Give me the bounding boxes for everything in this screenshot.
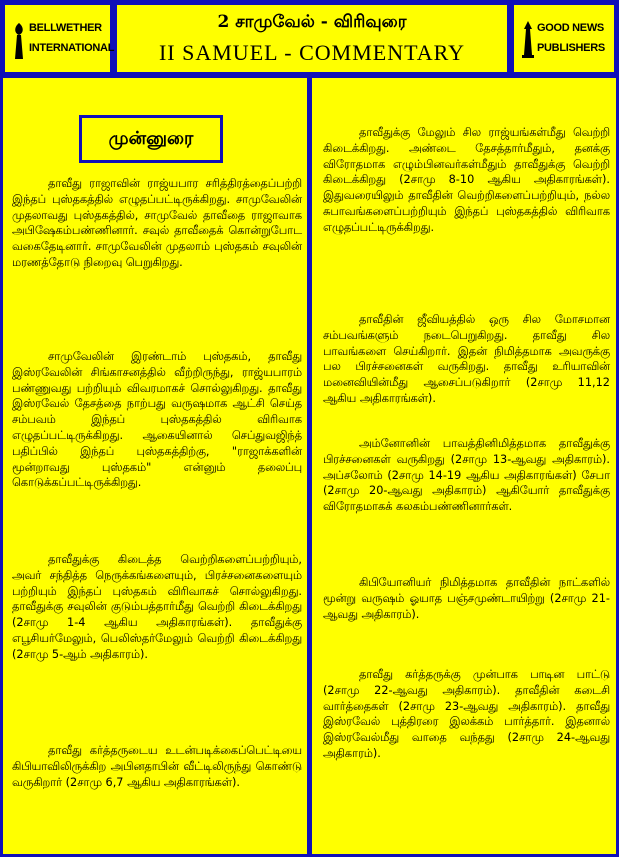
right-paragraph-3: அம்னோனின் பாவத்தினிமித்தமாக தாவீதுக்கு பிரச்சனைகள் வருகிறது (2சாமு 13-ஆவது அதிகாரம்). அப்சலோம் (2சாமு 14-19 ஆகிய அதிகாரங்கள்) சேபா (2சாமு 20-ஆவது அதிகாரம்) ஆகியோர் தாவீதுக்கு விரோதமாகக் கலகம்பண்ணினார்கள். [323, 437, 610, 514]
ram-icon [11, 21, 27, 61]
intro-heading: முன்னுரை [79, 115, 223, 163]
good-news-logo [512, 3, 616, 74]
logo-left-line2: INTERNATIONAL [29, 42, 115, 54]
left-paragraph-3: தாவீதுக்கு கிடைத்த வெற்றிகளைப்பற்றியும், அவர் சந்தித்த நெருக்கங்களையும், பிரச்சனைகளையும் பற்றியும் இந்தப் புஸ்தகம் விரிவாகச் சொல்லுகிறது. தாவீதுக்கு சவுலின் குடும்பத்தார்மீது வெற்றி கிடைக்கிறது (2சாமு 1-4 ஆகிய அதிகாரங்கள்). தாவீதுக்கு எபூசியர்மேலும், பெலிஸ்தர்மேலும் வெற்றி கிடைக்கிறது (2சாமு 5-ஆம் அதிகாரம்). [12, 553, 302, 661]
lamp-icon [520, 19, 536, 59]
title-english: II SAMUEL - COMMENTARY [158, 40, 466, 65]
logo-left-line1: BELLWETHER [29, 22, 102, 34]
right-paragraph-4: கிபியோனியர் நிமித்தமாக தாவீதின் நாட்களில் மூன்று வருஷம் ஓயாத பஞ்சமுண்டாயிற்று (2சாமு 21-ஆவது அதிகாரம்). [323, 576, 610, 621]
title-box [115, 3, 509, 74]
right-column [312, 78, 616, 854]
bellwether-logo [3, 3, 115, 74]
left-paragraph-2: சாமுவேலின் இரண்டாம் புஸ்தகம், தாவீது இஸ்ரவேலின் சிங்காசனத்தில் வீற்றிருந்து, ராஜ்யபாரம் பண்ணுவது பற்றியும் விவரமாகச் சொல்லுகிறது. தாவீது இஸ்ரவேல் தேசத்தை நாற்பது வருஷமாக ஆட்சி செய்த சம்பவம் இந்தப் புஸ்தகத்தில் விரிவாக எழுதப்பட்டிருக்கிறது. ஆகையினால் செப்துவஜிந்த் பதிப்பில் இந்தப் புஸ்தகத்திற்கு, "ராஜாக்களின் மூன்றாவது புஸ்தகம்" என்னும் தலைப்பு கொடுக்கப்பட்டிருக்கிறது. [12, 350, 302, 490]
right-paragraph-2: தாவீதின் ஜீவியத்தில் ஒரு சில மோசமான சம்பவங்களும் நடைபெறுகிறது. தாவீது சில பாவங்களை செய்கிறார். இதன் நிமித்தமாக அவருக்கு பல பிரச்சனைகள் வருகிறது. தாவீது உரியாவின் மனைவியின்மீது ஆசைப்படுகிறார் (2சாமு 11,12 ஆகிய அதிகாரங்கள்). [323, 313, 610, 405]
right-paragraph-5: தாவீது கர்த்தருக்கு முன்பாக பாடின பாட்டு (2சாமு 22-ஆவது அதிகாரம்). தாவீதின் கடைசி வார்த்தைகள் (2சாமு 23-ஆவது அதிகாரம்). தாவீது இஸ்ரவேல் புத்திரரை இலக்கம் பார்த்தார். இதனால் இஸ்ரவேல்மீது வாதை வந்தது (2சாமு 24-ஆவது அதிகாரம்). [323, 668, 610, 760]
logo-right-line2: PUBLISHERS [537, 42, 605, 54]
left-paragraph-4: தாவீது கர்த்தருடைய உடன்படிக்கைப்பெட்டியை கிபியாவிலிருக்கிற அபினதாபின் வீட்டிலிருந்து கொண்டு வருகிறார் (2சாமு 6,7 ஆகிய அதிகாரங்கள்). [12, 744, 302, 789]
title-tamil: 2 சாமுவேல் - விரிவுரை [217, 12, 407, 32]
page-header [3, 3, 616, 74]
left-column [3, 78, 307, 854]
right-paragraph-1: தாவீதுக்கு மேலும் சில ராஜ்யங்கள்மீது வெற்றி கிடைக்கிறது. அண்டை தேசத்தார்மீதும், தனக்கு விரோதமாக எழும்பினவர்கள்மீதும் தாவீதுக்கு வெற்றி கிடைக்கிறது (2சாமு 8-10 ஆகிய அதிகாரங்கள்). இதுவரையிலும் தாவீதின் வெற்றிகளைப்பற்றியும், நல்ல சுபாவங்களைப்பற்றியும் இந்தப் புஸ்தகத்தில் விரிவாக எழுதப்பட்டிருக்கிறது. [323, 126, 610, 234]
logo-right-line1: GOOD NEWS [537, 22, 604, 34]
left-paragraph-1: தாவீது ராஜாவின் ராஜ்யபார சரித்திரத்தைப்பற்றி இந்தப் புஸ்தகத்தில் எழுதப்பட்டிருக்கிறது. சாமுவேலின் முதலாவது புஸ்தகத்தில், சாமுவேல் தாவீதை ராஜாவாக அபிஷேகம்பண்ணினார். சவுல் தாவீதைக் கொன்றுபோட வகைதேடினார். சாமுவேலின் முதலாம் புஸ்தகம் சவுலின் மரணத்தோடு நிறைவு பெறுகிறது. [12, 177, 302, 269]
